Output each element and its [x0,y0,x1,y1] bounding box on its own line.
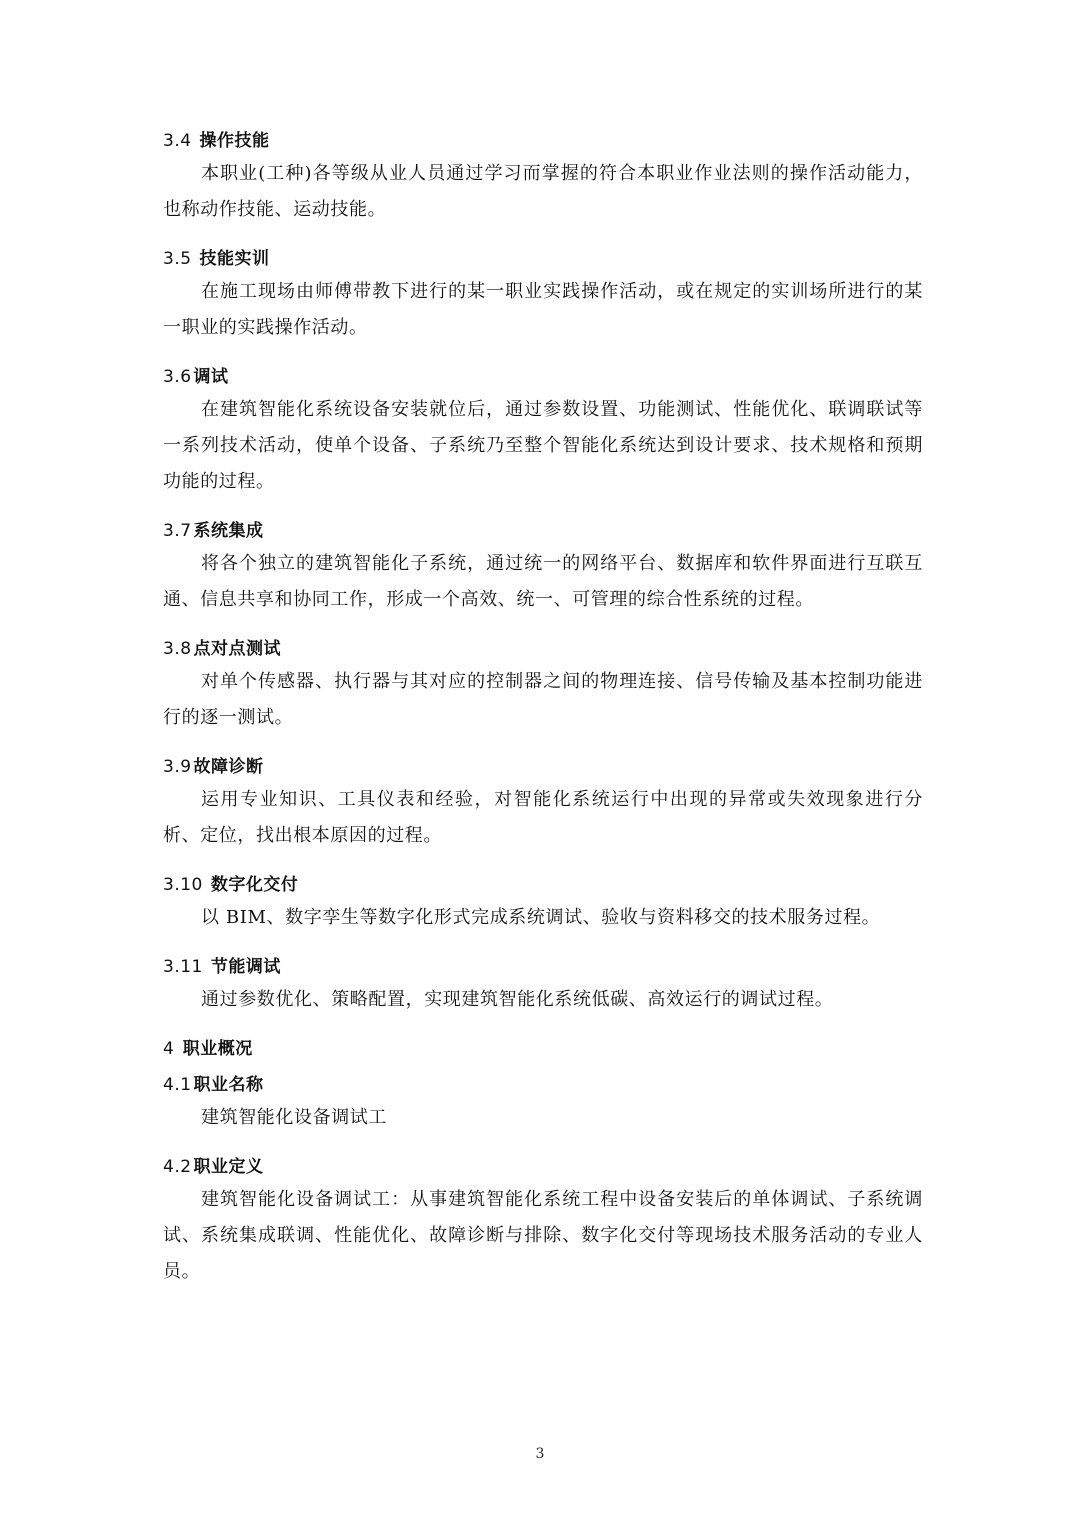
section-number: 3.11 [163,957,203,977]
section-heading [163,246,923,272]
section-title: 故障诊断 [193,757,264,777]
section-paragraph: 本职业(工种)各等级从业人员通过学习而掌握的符合本职业作业法则的操作活动能力，也称动作技能、运动技能。 [163,163,923,220]
section-paragraph: 将各个独立的建筑智能化子系统，通过统一的网络平台、数据库和软件界面进行互联互通、信息共享和协同工作，形成一个高效、统一、可管理的综合性系统的过程。 [163,553,923,610]
section-title: 操作技能 [199,131,270,151]
section-paragraph: 建筑智能化设备调试工：从事建筑智能化系统工程中设备安装后的单体调试、子系统调试、系统集成联调、性能优化、故障诊断与排除、数字化交付等现场技术服务活动的专业人员。 [163,1189,923,1282]
section-number: 3.8 [163,639,192,659]
section-paragraph: 通过参数优化、策略配置，实现建筑智能化系统低碳、高效运行的调试过程。 [201,989,834,1010]
section-number: 3.7 [163,521,192,541]
section-3-5 [163,246,923,346]
section-title: 节能调试 [210,957,281,977]
section-number: 3.4 [163,131,192,151]
chapter-number: 4 [163,1039,175,1059]
chapter-heading [163,1036,923,1062]
section-number: 3.5 [163,249,192,269]
section-paragraph: 在施工现场由师傅带教下进行的某一职业实践操作活动，或在规定的实训场所进行的某一职业的实践操作活动。 [163,281,923,338]
section-title: 系统集成 [193,521,264,541]
section-title: 点对点测试 [193,639,282,659]
section-heading [163,1154,923,1180]
section-heading [163,128,923,154]
section-3-11 [163,954,923,1018]
section-number: 3.6 [163,367,192,387]
section-title: 职业定义 [193,1157,264,1177]
chapter-title: 职业概况 [182,1039,253,1059]
section-3-9 [163,754,923,854]
page-number: 3 [535,1446,545,1462]
chapter-4 [163,1036,923,1062]
section-number: 3.9 [163,757,192,777]
section-title: 调试 [193,367,229,387]
section-3-6 [163,364,923,500]
section-heading [163,754,923,780]
section-heading [163,636,923,662]
section-3-8 [163,636,923,736]
section-heading [163,364,923,390]
section-3-10 [163,872,923,936]
section-heading [163,872,923,898]
section-paragraph: 以 BIM、数字孪生等数字化形式完成系统调试、验收与资料移交的技术服务过程。 [201,907,881,928]
section-3-7 [163,518,923,618]
section-title: 数字化交付 [210,875,299,895]
section-paragraph: 建筑智能化设备调试工 [201,1107,387,1128]
section-number: 4.1 [163,1075,192,1095]
section-paragraph: 运用专业知识、工具仪表和经验，对智能化系统运行中出现的异常或失效现象进行分析、定位，找出根本原因的过程。 [163,789,923,846]
section-heading [163,954,923,980]
section-4-2 [163,1154,923,1290]
section-4-1 [163,1072,923,1136]
section-heading [163,518,923,544]
section-paragraph: 对单个传感器、执行器与其对应的控制器之间的物理连接、信号传输及基本控制功能进行的逐一测试。 [163,671,923,728]
section-number: 4.2 [163,1157,192,1177]
section-title: 职业名称 [193,1075,264,1095]
section-heading [163,1072,923,1098]
section-3-4 [163,128,923,228]
page-content [163,128,923,1290]
section-title: 技能实训 [199,249,270,269]
section-paragraph: 在建筑智能化系统设备安装就位后，通过参数设置、功能测试、性能优化、联调联试等一系列技术活动，使单个设备、子系统乃至整个智能化系统达到设计要求、技术规格和预期功能的过程。 [163,399,923,492]
section-number: 3.10 [163,875,203,895]
